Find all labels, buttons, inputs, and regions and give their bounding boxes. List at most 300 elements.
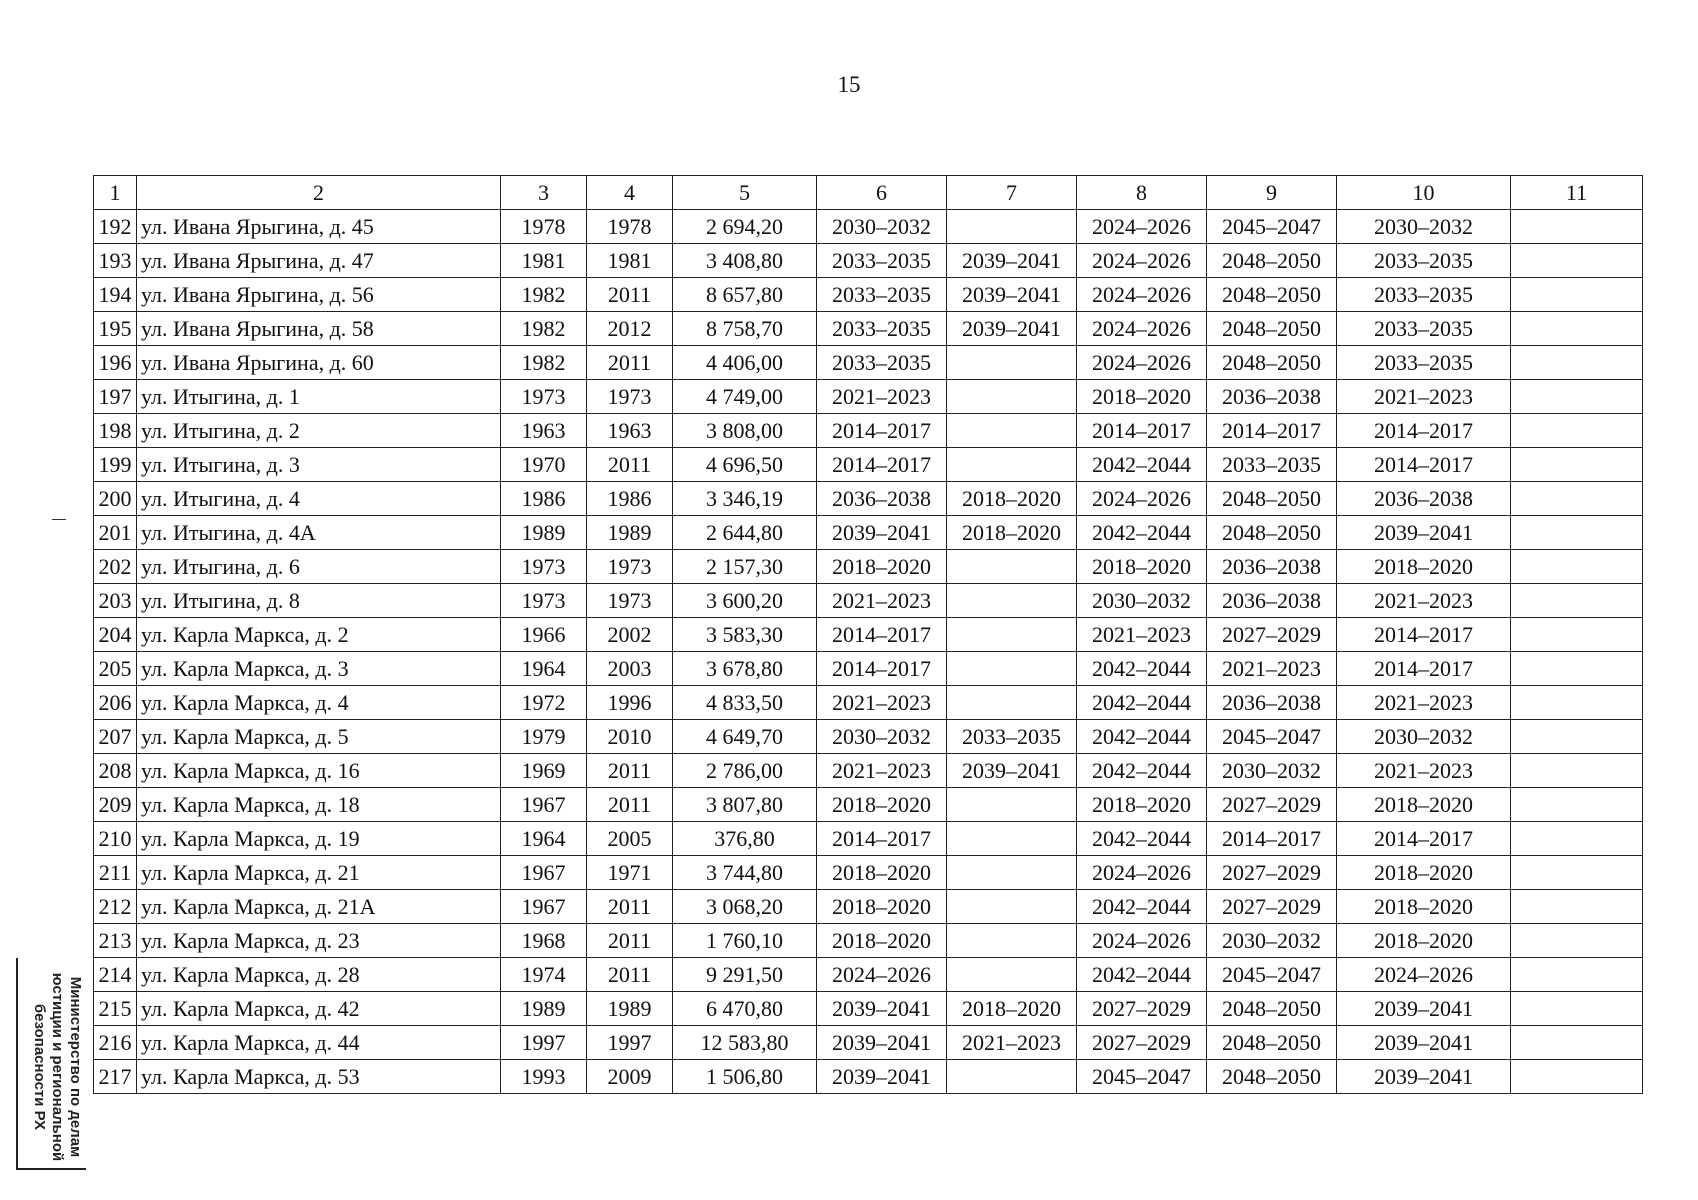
period-col-9-cell: 2014–2017: [1207, 414, 1337, 448]
period-col-9-cell: 2027–2029: [1207, 856, 1337, 890]
page-number: 15: [837, 72, 861, 97]
column-header: 3: [501, 176, 587, 210]
year-renovated-cell: 2012: [587, 312, 673, 346]
period-col-7-cell: [947, 1060, 1077, 1094]
table-row: [94, 618, 1643, 652]
period-col-10-cell: 2030–2032: [1337, 720, 1511, 754]
row-number-cell: 206: [94, 686, 137, 720]
area-cell: 2 157,30: [673, 550, 817, 584]
year-built-cell: 1964: [501, 652, 587, 686]
period-col-9-cell: 2036–2038: [1207, 584, 1337, 618]
row-number-cell: 210: [94, 822, 137, 856]
area-cell: 3 678,80: [673, 652, 817, 686]
period-col-9-cell: 2027–2029: [1207, 890, 1337, 924]
row-number-cell: 216: [94, 1026, 137, 1060]
period-col-7-cell: [947, 414, 1077, 448]
period-col-8-cell: 2027–2029: [1077, 1026, 1207, 1060]
period-col-7-cell: 2018–2020: [947, 992, 1077, 1026]
year-renovated-cell: 1989: [587, 516, 673, 550]
note-col-11-cell: [1511, 312, 1643, 346]
period-col-7-cell: 2039–2041: [947, 244, 1077, 278]
register-table: [93, 175, 1643, 1094]
note-col-11-cell: [1511, 652, 1643, 686]
address-cell: ул. Ивана Ярыгина, д. 47: [137, 244, 501, 278]
note-col-11-cell: [1511, 992, 1643, 1026]
period-col-7-cell: 2039–2041: [947, 312, 1077, 346]
row-number-cell: 196: [94, 346, 137, 380]
year-built-cell: 1974: [501, 958, 587, 992]
year-renovated-cell: 2009: [587, 1060, 673, 1094]
year-renovated-cell: 1971: [587, 856, 673, 890]
period-col-9-cell: 2036–2038: [1207, 380, 1337, 414]
period-col-7-cell: [947, 686, 1077, 720]
year-built-cell: 1964: [501, 822, 587, 856]
column-header: 1: [94, 176, 137, 210]
note-col-11-cell: [1511, 482, 1643, 516]
table-row: [94, 890, 1643, 924]
period-col-10-cell: 2039–2041: [1337, 1060, 1511, 1094]
period-col-9-cell: 2021–2023: [1207, 652, 1337, 686]
period-col-8-cell: 2045–2047: [1077, 1060, 1207, 1094]
note-col-11-cell: [1511, 822, 1643, 856]
address-cell: ул. Карла Маркса, д. 4: [137, 686, 501, 720]
note-col-11-cell: [1511, 584, 1643, 618]
period-col-10-cell: 2036–2038: [1337, 482, 1511, 516]
year-built-cell: 1993: [501, 1060, 587, 1094]
row-number-cell: 197: [94, 380, 137, 414]
period-col-6-cell: 2033–2035: [817, 346, 947, 380]
row-number-cell: 217: [94, 1060, 137, 1094]
period-col-9-cell: 2030–2032: [1207, 924, 1337, 958]
year-renovated-cell: 2011: [587, 788, 673, 822]
year-renovated-cell: 2011: [587, 278, 673, 312]
period-col-8-cell: 2018–2020: [1077, 788, 1207, 822]
period-col-8-cell: 2024–2026: [1077, 482, 1207, 516]
note-col-11-cell: [1511, 448, 1643, 482]
period-col-10-cell: 2018–2020: [1337, 856, 1511, 890]
row-number-cell: 205: [94, 652, 137, 686]
period-col-10-cell: 2014–2017: [1337, 414, 1511, 448]
area-cell: 3 346,19: [673, 482, 817, 516]
period-col-6-cell: 2018–2020: [817, 788, 947, 822]
year-renovated-cell: 1973: [587, 584, 673, 618]
note-col-11-cell: [1511, 958, 1643, 992]
period-col-7-cell: [947, 448, 1077, 482]
year-built-cell: 1986: [501, 482, 587, 516]
period-col-6-cell: 2018–2020: [817, 550, 947, 584]
year-renovated-cell: 1986: [587, 482, 673, 516]
period-col-8-cell: 2024–2026: [1077, 924, 1207, 958]
year-built-cell: 1997: [501, 1026, 587, 1060]
year-built-cell: 1967: [501, 856, 587, 890]
table-row: [94, 414, 1643, 448]
note-col-11-cell: [1511, 278, 1643, 312]
period-col-10-cell: 2014–2017: [1337, 618, 1511, 652]
period-col-7-cell: 2018–2020: [947, 516, 1077, 550]
row-number-cell: 195: [94, 312, 137, 346]
area-cell: 376,80: [673, 822, 817, 856]
address-cell: ул. Итыгина, д. 4: [137, 482, 501, 516]
period-col-8-cell: 2042–2044: [1077, 890, 1207, 924]
period-col-10-cell: 2039–2041: [1337, 1026, 1511, 1060]
year-built-cell: 1973: [501, 380, 587, 414]
period-col-10-cell: 2039–2041: [1337, 516, 1511, 550]
row-number-cell: 193: [94, 244, 137, 278]
note-col-11-cell: [1511, 1026, 1643, 1060]
year-renovated-cell: 2003: [587, 652, 673, 686]
row-number-cell: 204: [94, 618, 137, 652]
period-col-6-cell: 2014–2017: [817, 618, 947, 652]
address-cell: ул. Карла Маркса, д. 21А: [137, 890, 501, 924]
column-header: 4: [587, 176, 673, 210]
note-col-11-cell: [1511, 550, 1643, 584]
area-cell: 8 758,70: [673, 312, 817, 346]
year-built-cell: 1978: [501, 210, 587, 244]
row-number-cell: 214: [94, 958, 137, 992]
row-number-cell: 199: [94, 448, 137, 482]
column-header: 5: [673, 176, 817, 210]
period-col-10-cell: 2018–2020: [1337, 890, 1511, 924]
area-cell: 4 406,00: [673, 346, 817, 380]
area-cell: 3 408,80: [673, 244, 817, 278]
address-cell: ул. Ивана Ярыгина, д. 45: [137, 210, 501, 244]
column-header: 7: [947, 176, 1077, 210]
note-col-11-cell: [1511, 1060, 1643, 1094]
year-built-cell: 1967: [501, 788, 587, 822]
period-col-6-cell: 2039–2041: [817, 1026, 947, 1060]
address-cell: ул. Карла Маркса, д. 44: [137, 1026, 501, 1060]
year-built-cell: 1989: [501, 516, 587, 550]
area-cell: 3 583,30: [673, 618, 817, 652]
address-cell: ул. Карла Маркса, д. 5: [137, 720, 501, 754]
table-row: [94, 992, 1643, 1026]
note-col-11-cell: [1511, 244, 1643, 278]
note-col-11-cell: [1511, 686, 1643, 720]
period-col-8-cell: 2024–2026: [1077, 244, 1207, 278]
column-header: 10: [1337, 176, 1511, 210]
year-renovated-cell: 1989: [587, 992, 673, 1026]
row-number-cell: 209: [94, 788, 137, 822]
address-cell: ул. Ивана Ярыгина, д. 56: [137, 278, 501, 312]
table-row: [94, 278, 1643, 312]
address-cell: ул. Карла Маркса, д. 28: [137, 958, 501, 992]
period-col-9-cell: 2048–2050: [1207, 1060, 1337, 1094]
column-header: 6: [817, 176, 947, 210]
period-col-10-cell: 2021–2023: [1337, 380, 1511, 414]
table-row: [94, 380, 1643, 414]
period-col-9-cell: 2027–2029: [1207, 618, 1337, 652]
area-cell: 3 744,80: [673, 856, 817, 890]
area-cell: 1 506,80: [673, 1060, 817, 1094]
row-number-cell: 213: [94, 924, 137, 958]
period-col-6-cell: 2039–2041: [817, 1060, 947, 1094]
address-cell: ул. Карла Маркса, д. 2: [137, 618, 501, 652]
year-renovated-cell: 2011: [587, 958, 673, 992]
table-row: [94, 516, 1643, 550]
row-number-cell: 208: [94, 754, 137, 788]
table-row: [94, 1026, 1643, 1060]
period-col-7-cell: 2021–2023: [947, 1026, 1077, 1060]
note-col-11-cell: [1511, 720, 1643, 754]
period-col-10-cell: 2018–2020: [1337, 924, 1511, 958]
period-col-8-cell: 2042–2044: [1077, 958, 1207, 992]
address-cell: ул. Карла Маркса, д. 3: [137, 652, 501, 686]
period-col-10-cell: 2039–2041: [1337, 992, 1511, 1026]
period-col-9-cell: 2014–2017: [1207, 822, 1337, 856]
period-col-8-cell: 2030–2032: [1077, 584, 1207, 618]
period-col-7-cell: 2039–2041: [947, 754, 1077, 788]
address-cell: ул. Итыгина, д. 4А: [137, 516, 501, 550]
period-col-6-cell: 2018–2020: [817, 890, 947, 924]
period-col-10-cell: 2033–2035: [1337, 312, 1511, 346]
column-header: 2: [137, 176, 501, 210]
table-row: [94, 346, 1643, 380]
period-col-6-cell: 2033–2035: [817, 244, 947, 278]
area-cell: 2 786,00: [673, 754, 817, 788]
table-row: [94, 754, 1643, 788]
row-number-cell: 215: [94, 992, 137, 1026]
year-renovated-cell: 1997: [587, 1026, 673, 1060]
table-row: [94, 244, 1643, 278]
year-built-cell: 1969: [501, 754, 587, 788]
address-cell: ул. Карла Маркса, д. 42: [137, 992, 501, 1026]
period-col-8-cell: 2042–2044: [1077, 822, 1207, 856]
table-row: [94, 482, 1643, 516]
note-col-11-cell: [1511, 890, 1643, 924]
table-row: [94, 822, 1643, 856]
period-col-6-cell: 2024–2026: [817, 958, 947, 992]
period-col-6-cell: 2033–2035: [817, 312, 947, 346]
period-col-8-cell: 2024–2026: [1077, 346, 1207, 380]
period-col-6-cell: 2014–2017: [817, 652, 947, 686]
period-col-6-cell: 2014–2017: [817, 822, 947, 856]
area-cell: 8 657,80: [673, 278, 817, 312]
period-col-8-cell: 2018–2020: [1077, 380, 1207, 414]
table-row: [94, 720, 1643, 754]
period-col-9-cell: 2048–2050: [1207, 516, 1337, 550]
period-col-9-cell: 2036–2038: [1207, 550, 1337, 584]
note-col-11-cell: [1511, 618, 1643, 652]
period-col-10-cell: 2030–2032: [1337, 210, 1511, 244]
period-col-9-cell: 2048–2050: [1207, 992, 1337, 1026]
row-number-cell: 211: [94, 856, 137, 890]
year-built-cell: 1982: [501, 346, 587, 380]
year-renovated-cell: 2011: [587, 754, 673, 788]
period-col-8-cell: 2024–2026: [1077, 278, 1207, 312]
area-cell: 2 694,20: [673, 210, 817, 244]
registration-stamp: [24, 962, 84, 1172]
period-col-7-cell: [947, 618, 1077, 652]
period-col-10-cell: 2014–2017: [1337, 822, 1511, 856]
address-cell: ул. Карла Маркса, д. 18: [137, 788, 501, 822]
year-renovated-cell: 1996: [587, 686, 673, 720]
period-col-6-cell: 2039–2041: [817, 516, 947, 550]
period-col-10-cell: 2021–2023: [1337, 686, 1511, 720]
address-cell: ул. Итыгина, д. 3: [137, 448, 501, 482]
period-col-8-cell: 2027–2029: [1077, 992, 1207, 1026]
note-col-11-cell: [1511, 924, 1643, 958]
period-col-6-cell: 2030–2032: [817, 210, 947, 244]
table-row: [94, 312, 1643, 346]
year-built-cell: 1970: [501, 448, 587, 482]
year-renovated-cell: 2005: [587, 822, 673, 856]
period-col-9-cell: 2048–2050: [1207, 482, 1337, 516]
period-col-8-cell: 2014–2017: [1077, 414, 1207, 448]
period-col-10-cell: 2021–2023: [1337, 584, 1511, 618]
year-built-cell: 1963: [501, 414, 587, 448]
year-built-cell: 1973: [501, 584, 587, 618]
area-cell: 3 808,00: [673, 414, 817, 448]
year-renovated-cell: 2011: [587, 346, 673, 380]
area-cell: 2 644,80: [673, 516, 817, 550]
row-number-cell: 202: [94, 550, 137, 584]
year-built-cell: 1968: [501, 924, 587, 958]
area-cell: 6 470,80: [673, 992, 817, 1026]
area-cell: 4 749,00: [673, 380, 817, 414]
address-cell: ул. Итыгина, д. 8: [137, 584, 501, 618]
year-renovated-cell: 2011: [587, 924, 673, 958]
period-col-10-cell: 2014–2017: [1337, 448, 1511, 482]
period-col-8-cell: 2042–2044: [1077, 754, 1207, 788]
row-number-cell: 200: [94, 482, 137, 516]
period-col-10-cell: 2018–2020: [1337, 788, 1511, 822]
period-col-10-cell: 2033–2035: [1337, 244, 1511, 278]
period-col-6-cell: 2039–2041: [817, 992, 947, 1026]
period-col-9-cell: 2048–2050: [1207, 312, 1337, 346]
period-col-7-cell: [947, 788, 1077, 822]
area-cell: 4 696,50: [673, 448, 817, 482]
period-col-7-cell: [947, 652, 1077, 686]
area-cell: 12 583,80: [673, 1026, 817, 1060]
period-col-10-cell: 2024–2026: [1337, 958, 1511, 992]
address-cell: ул. Карла Маркса, д. 23: [137, 924, 501, 958]
period-col-10-cell: 2014–2017: [1337, 652, 1511, 686]
period-col-7-cell: 2039–2041: [947, 278, 1077, 312]
row-number-cell: 203: [94, 584, 137, 618]
period-col-6-cell: 2030–2032: [817, 720, 947, 754]
year-built-cell: 1967: [501, 890, 587, 924]
table-row: [94, 652, 1643, 686]
year-built-cell: 1982: [501, 278, 587, 312]
period-col-6-cell: 2021–2023: [817, 380, 947, 414]
period-col-7-cell: [947, 380, 1077, 414]
year-renovated-cell: 2002: [587, 618, 673, 652]
period-col-8-cell: 2042–2044: [1077, 516, 1207, 550]
area-cell: 4 649,70: [673, 720, 817, 754]
year-built-cell: 1972: [501, 686, 587, 720]
period-col-9-cell: 2030–2032: [1207, 754, 1337, 788]
period-col-6-cell: 2021–2023: [817, 754, 947, 788]
address-cell: ул. Ивана Ярыгина, д. 60: [137, 346, 501, 380]
note-col-11-cell: [1511, 380, 1643, 414]
row-number-cell: 207: [94, 720, 137, 754]
period-col-9-cell: 2048–2050: [1207, 278, 1337, 312]
period-col-9-cell: 2045–2047: [1207, 958, 1337, 992]
period-col-10-cell: 2021–2023: [1337, 754, 1511, 788]
period-col-8-cell: 2042–2044: [1077, 448, 1207, 482]
table-row: [94, 210, 1643, 244]
note-col-11-cell: [1511, 414, 1643, 448]
year-renovated-cell: 1978: [587, 210, 673, 244]
table-row: [94, 924, 1643, 958]
year-built-cell: 1989: [501, 992, 587, 1026]
area-cell: 1 760,10: [673, 924, 817, 958]
year-renovated-cell: 1973: [587, 550, 673, 584]
edge-mark: [52, 519, 66, 520]
period-col-7-cell: [947, 822, 1077, 856]
table-row: [94, 856, 1643, 890]
period-col-9-cell: 2048–2050: [1207, 244, 1337, 278]
period-col-10-cell: 2033–2035: [1337, 278, 1511, 312]
row-number-cell: 212: [94, 890, 137, 924]
row-number-cell: 201: [94, 516, 137, 550]
period-col-8-cell: 2024–2026: [1077, 312, 1207, 346]
year-renovated-cell: 2011: [587, 890, 673, 924]
address-cell: ул. Карла Маркса, д. 16: [137, 754, 501, 788]
address-cell: ул. Карла Маркса, д. 21: [137, 856, 501, 890]
year-renovated-cell: 1963: [587, 414, 673, 448]
period-col-8-cell: 2042–2044: [1077, 652, 1207, 686]
period-col-7-cell: [947, 550, 1077, 584]
period-col-6-cell: 2021–2023: [817, 584, 947, 618]
address-cell: ул. Итыгина, д. 2: [137, 414, 501, 448]
address-cell: ул. Итыгина, д. 1: [137, 380, 501, 414]
period-col-9-cell: 2036–2038: [1207, 686, 1337, 720]
stamp-line: юстиции и региональной: [49, 972, 66, 1162]
address-cell: ул. Карла Маркса, д. 53: [137, 1060, 501, 1094]
period-col-8-cell: 2021–2023: [1077, 618, 1207, 652]
period-col-8-cell: 2024–2026: [1077, 856, 1207, 890]
period-col-7-cell: [947, 890, 1077, 924]
column-header: 11: [1511, 176, 1643, 210]
column-header: 8: [1077, 176, 1207, 210]
address-cell: ул. Ивана Ярыгина, д. 58: [137, 312, 501, 346]
area-cell: 9 291,50: [673, 958, 817, 992]
period-col-10-cell: 2033–2035: [1337, 346, 1511, 380]
period-col-7-cell: [947, 346, 1077, 380]
year-renovated-cell: 2011: [587, 448, 673, 482]
table-row: [94, 584, 1643, 618]
address-cell: ул. Итыгина, д. 6: [137, 550, 501, 584]
row-number-cell: 194: [94, 278, 137, 312]
period-col-8-cell: 2024–2026: [1077, 210, 1207, 244]
period-col-9-cell: 2027–2029: [1207, 788, 1337, 822]
stamp-line: Министерство по делам: [67, 976, 84, 1158]
year-built-cell: 1973: [501, 550, 587, 584]
area-cell: 3 807,80: [673, 788, 817, 822]
area-cell: 3 068,20: [673, 890, 817, 924]
period-col-9-cell: 2048–2050: [1207, 1026, 1337, 1060]
period-col-10-cell: 2018–2020: [1337, 550, 1511, 584]
note-col-11-cell: [1511, 754, 1643, 788]
year-built-cell: 1966: [501, 618, 587, 652]
period-col-8-cell: 2042–2044: [1077, 686, 1207, 720]
period-col-8-cell: 2018–2020: [1077, 550, 1207, 584]
table-row: [94, 788, 1643, 822]
period-col-6-cell: 2036–2038: [817, 482, 947, 516]
period-col-9-cell: 2045–2047: [1207, 210, 1337, 244]
table-body: [94, 210, 1643, 1094]
year-built-cell: 1981: [501, 244, 587, 278]
period-col-7-cell: [947, 584, 1077, 618]
period-col-9-cell: 2045–2047: [1207, 720, 1337, 754]
year-built-cell: 1982: [501, 312, 587, 346]
table-header-row: [94, 176, 1643, 210]
row-number-cell: 192: [94, 210, 137, 244]
note-col-11-cell: [1511, 856, 1643, 890]
area-cell: 4 833,50: [673, 686, 817, 720]
note-col-11-cell: [1511, 516, 1643, 550]
